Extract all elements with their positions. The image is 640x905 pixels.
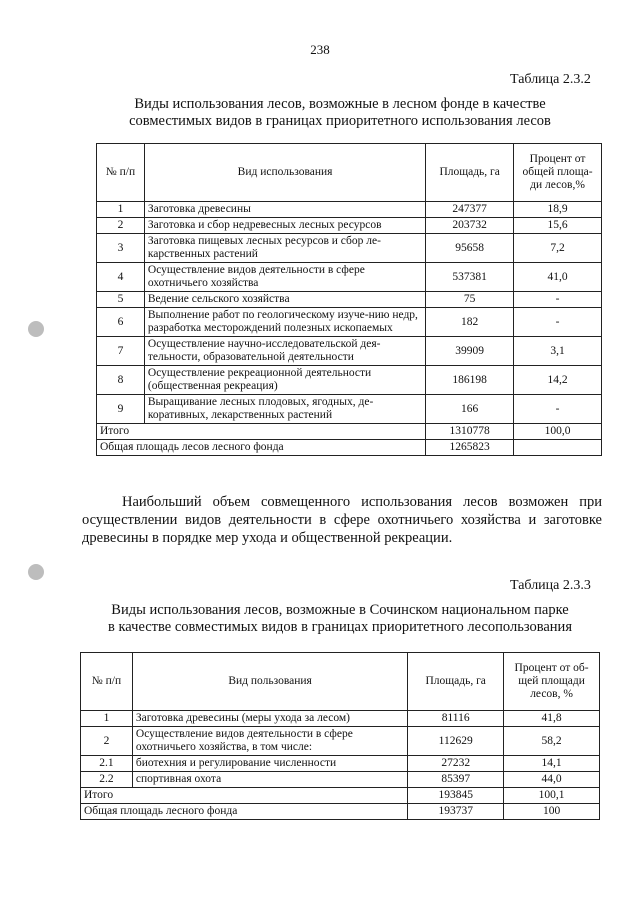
table1-label: Таблица 2.3.2 (510, 72, 591, 87)
table-row (97, 337, 602, 366)
row-percent: 44,0 (504, 772, 600, 788)
table1-caption-line1: Виды использования лесов, возможные в лесном фонде в качестве (134, 96, 546, 112)
row-num: 2.1 (81, 756, 133, 772)
row-area: 166 (426, 395, 514, 424)
table-row (81, 756, 600, 772)
table2-caption-line2: в качестве совместимых видов в границах приоритетного лесопользования (108, 619, 572, 635)
body-paragraph: Наибольший объем совмещенного использования лесов возможен при осуществлении видов деятельности в сфере охотничьего хозяйства и заготовке древесины в порядке мер ухода и общественной рекреации. (82, 494, 602, 546)
table-row (97, 218, 602, 234)
row-percent: 58,2 (504, 727, 600, 756)
row-num: 7 (97, 337, 145, 366)
row-num: 3 (97, 234, 145, 263)
forest-area-label: Общая площадь лесного фонда (81, 804, 408, 820)
row-type: Заготовка древесины (меры ухода за лесом) (132, 711, 407, 727)
table1-caption-line2: совместимых видов в границах приоритетного использования лесов (129, 113, 551, 129)
total-percent: 100,0 (514, 424, 602, 440)
punch-hole (28, 321, 44, 337)
empty-cell (514, 440, 602, 456)
table2-header-area: Площадь, га (408, 653, 504, 711)
row-num: 4 (97, 263, 145, 292)
row-type: Осуществление видов деятельности в сфере охотничьего хозяйства (144, 263, 425, 292)
row-area: 39909 (426, 337, 514, 366)
table-row (97, 202, 602, 218)
table1-header-num: № п/п (97, 144, 145, 202)
table-row (97, 366, 602, 395)
row-type: биотехния и регулирование численности (132, 756, 407, 772)
row-type: Осуществление рекреационной деятельности (общественная рекреация) (144, 366, 425, 395)
table2-header-row (81, 653, 600, 711)
row-area: 85397 (408, 772, 504, 788)
row-num: 1 (81, 711, 133, 727)
row-type: Выращивание лесных плодовых, ягодных, де-коративных, лекарственных растений (144, 395, 425, 424)
row-type: Выполнение работ по геологическому изуче-нию недр, разработка месторождений полезных ископаемых (144, 308, 425, 337)
total-label: Итого (97, 424, 426, 440)
row-percent: 18,9 (514, 202, 602, 218)
row-num: 5 (97, 292, 145, 308)
row-type: Осуществление видов деятельности в сфере охотничьего хозяйства, в том числе: (132, 727, 407, 756)
table2-forest-area-row (81, 804, 600, 820)
row-num: 2 (97, 218, 145, 234)
row-type: Заготовка древесины (144, 202, 425, 218)
page-number: 238 (310, 42, 330, 57)
row-percent: - (514, 395, 602, 424)
table2-header-type: Вид пользования (132, 653, 407, 711)
punch-hole (28, 564, 44, 580)
table1-forest-area-row (97, 440, 602, 456)
table-row (97, 234, 602, 263)
forest-area-label: Общая площадь лесов лесного фонда (97, 440, 426, 456)
row-percent: 14,2 (514, 366, 602, 395)
table2-caption (80, 602, 600, 636)
row-type: Ведение сельского хозяйства (144, 292, 425, 308)
row-percent: - (514, 292, 602, 308)
total-area: 1310778 (426, 424, 514, 440)
row-percent: - (514, 308, 602, 337)
row-percent: 41,8 (504, 711, 600, 727)
table1-header-type: Вид использования (144, 144, 425, 202)
row-num: 1 (97, 202, 145, 218)
table-row (81, 711, 600, 727)
row-area: 247377 (426, 202, 514, 218)
row-area: 537381 (426, 263, 514, 292)
row-type: спортивная охота (132, 772, 407, 788)
row-percent: 15,6 (514, 218, 602, 234)
table1-total-row (97, 424, 602, 440)
row-area: 81116 (408, 711, 504, 727)
table1-header-percent: Процент от общей площа-ди лесов,% (514, 144, 602, 202)
table1-header-area: Площадь, га (426, 144, 514, 202)
forest-area-value: 1265823 (426, 440, 514, 456)
row-percent: 41,0 (514, 263, 602, 292)
table2-caption-line1: Виды использования лесов, возможные в Сочинском национальном парке (111, 602, 569, 618)
row-percent: 7,2 (514, 234, 602, 263)
table-row (81, 772, 600, 788)
total-label: Итого (81, 788, 408, 804)
table-row (81, 727, 600, 756)
row-area: 75 (426, 292, 514, 308)
row-percent: 14,1 (504, 756, 600, 772)
table1-caption (90, 96, 590, 130)
table-row (97, 395, 602, 424)
table2-header-num: № п/п (81, 653, 133, 711)
row-type: Заготовка пищевых лесных ресурсов и сбор ле-карственных растений (144, 234, 425, 263)
row-type: Осуществление научно-исследовательской дея-тельности, образовательной деятельности (144, 337, 425, 366)
row-area: 27232 (408, 756, 504, 772)
table2-header-percent: Процент от об-щей площади лесов, % (504, 653, 600, 711)
table-row (97, 263, 602, 292)
table2 (80, 652, 600, 820)
row-area: 203732 (426, 218, 514, 234)
row-type: Заготовка и сбор недревесных лесных ресурсов (144, 218, 425, 234)
row-percent: 3,1 (514, 337, 602, 366)
row-num: 6 (97, 308, 145, 337)
forest-area-value: 193737 (408, 804, 504, 820)
table-row (97, 292, 602, 308)
row-area: 182 (426, 308, 514, 337)
row-num: 9 (97, 395, 145, 424)
total-area: 193845 (408, 788, 504, 804)
row-area: 186198 (426, 366, 514, 395)
table1-header-row (97, 144, 602, 202)
row-num: 2.2 (81, 772, 133, 788)
row-num: 2 (81, 727, 133, 756)
forest-area-percent: 100 (504, 804, 600, 820)
table-row (97, 308, 602, 337)
table2-label: Таблица 2.3.3 (510, 578, 591, 593)
table1 (96, 143, 602, 456)
table2-total-row (81, 788, 600, 804)
row-area: 112629 (408, 727, 504, 756)
total-percent: 100,1 (504, 788, 600, 804)
row-num: 8 (97, 366, 145, 395)
row-area: 95658 (426, 234, 514, 263)
